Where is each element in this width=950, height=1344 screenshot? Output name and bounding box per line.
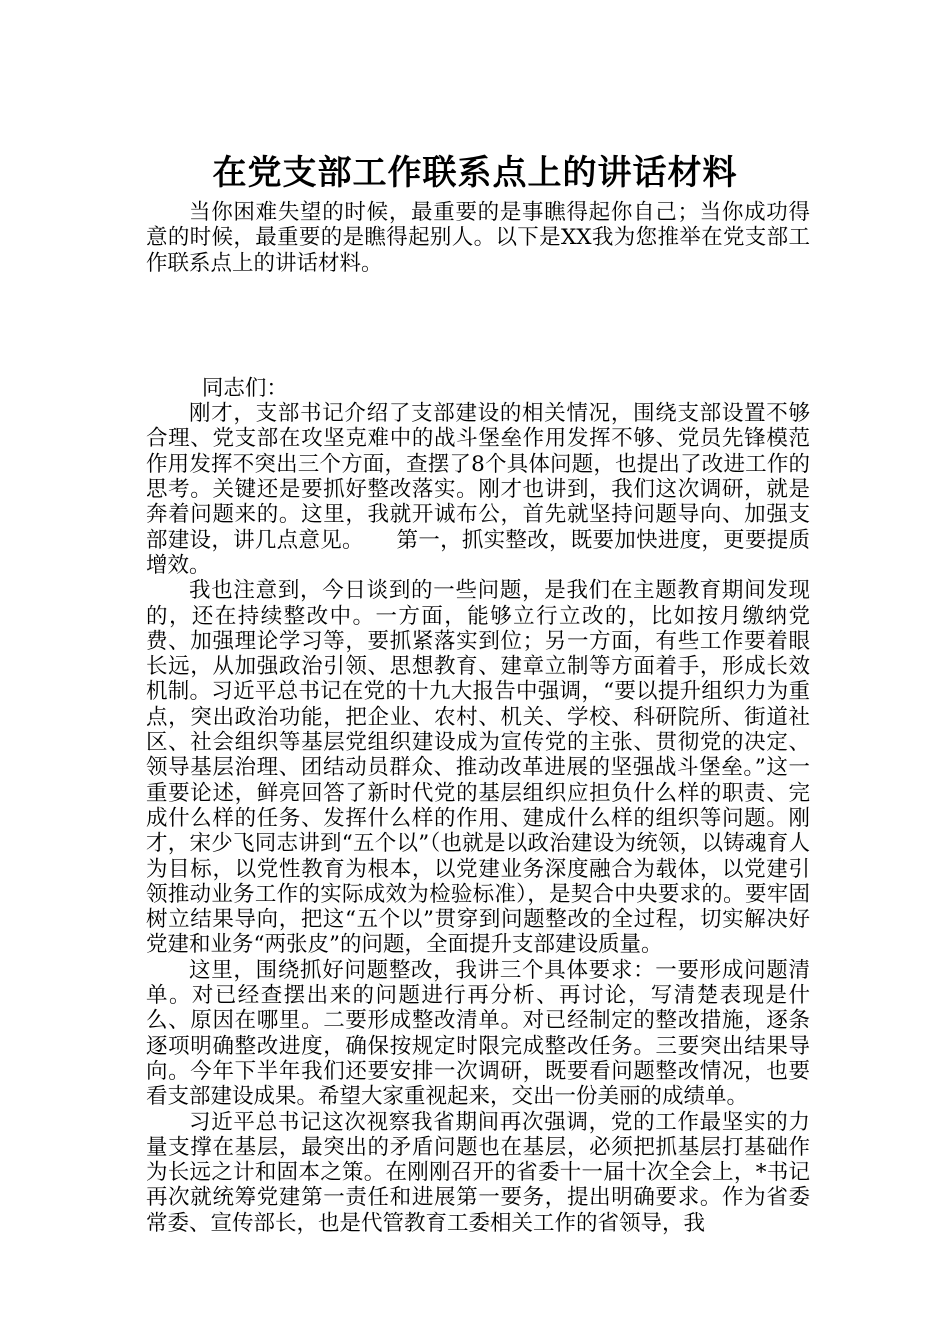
- salutation: 同志们：: [201, 375, 288, 401]
- body-paragraph-2: 我也注意到，今日谈到的一些问题，是我们在主题教育期间发现的，还在持续整改中。一方面，能够立行立改的，比如按月缴纳党费、加强理论学习等，要抓紧落实到位；另一方面，有些工作要着眼长远，从加强政治引领、思想教育、建章立制等方面着手，形成长效机制。习近平总书记在党的十九大报告中强调，“要以提升组织力为重点，突出政治功能，把企业、农村、机关、学校、科研院所、街道社区、社会组织等基层党组织建设成为宣传党的主张、贯彻党的决定、领导基层治理、团结动员群众、推动改革进展的坚强战斗堡垒。”这一重要论述，鲜亮回答了新时代党的基层组织应担负什么样的职责、完成什么样的任务、发挥什么样的作用、建成什么样的组织等问题。刚才，宋少飞同志讲到“五个以”（也就是以政治建设为统领，以铸魂育人为目标，以党性教育为根本，以党建业务深度融合为载体，以党建引领推动业务工作的实际成效为检验标准），是契合中央要求的。要牢固树立结果导向，把这“五个以”贯穿到问题整改的全过程，切实解决好党建和业务“两张皮”的问题，全面提升支部建设质量。: [146, 578, 810, 958]
- body-paragraph-3: 这里，围绕抓好问题整改，我讲三个具体要求：一要形成问题清单。对已经查摆出来的问题进行再分析、再讨论，写清楚表现是什么、原因在哪里。二要形成整改清单。对已经制定的整改措施，逐条逐项明确整改进度，确保按规定时限完成整改任务。三要突出结果导向。今年下半年我们还要安排一次调研，既要看问题整改情况，也要看支部建设成果。希望大家重视起来，交出一份美丽的成绩单。: [146, 957, 810, 1110]
- intro-paragraph: 当你困难失望的时候，最重要的是事瞧得起你自己；当你成功得意的时候，最重要的是瞧得起别人。以下是XX我为您推举在党支部工作联系点上的讲话材料。: [146, 200, 810, 276]
- body-paragraph-1: 刚才，支部书记介绍了支部建设的相关情况，围绕支部设置不够合理、党支部在攻坚克难中的战斗堡垒作用发挥不够、党员先锋模范作用发挥不突出三个方面，查摆了8个具体问题，也提出了改进工作的思考。关键还是要抓好整改落实。刚才也讲到，我们这次调研，就是奔着问题来的。这里，我就开诚布公，首先就坚持问题导向、加强支部建设，讲几点意见。 第一，抓实整改，既要加快进度，更要提质增效。: [146, 401, 810, 578]
- document-body: [146, 200, 810, 1236]
- document-title: 在党支部工作联系点上的讲话材料: [212, 152, 738, 193]
- body-paragraph-4: 习近平总书记这次视察我省期间再次强调，党的工作最坚实的力量支撑在基层，最突出的矛盾问题也在基层，必须把抓基层打基础作为长远之计和固本之策。在刚刚召开的省委十一届十次全会上，*书记再次就统筹党建第一责任和进展第一要务，提出明确要求。作为省委常委、宣传部长，也是代管教育工委相关工作的省领导，我: [146, 1109, 810, 1236]
